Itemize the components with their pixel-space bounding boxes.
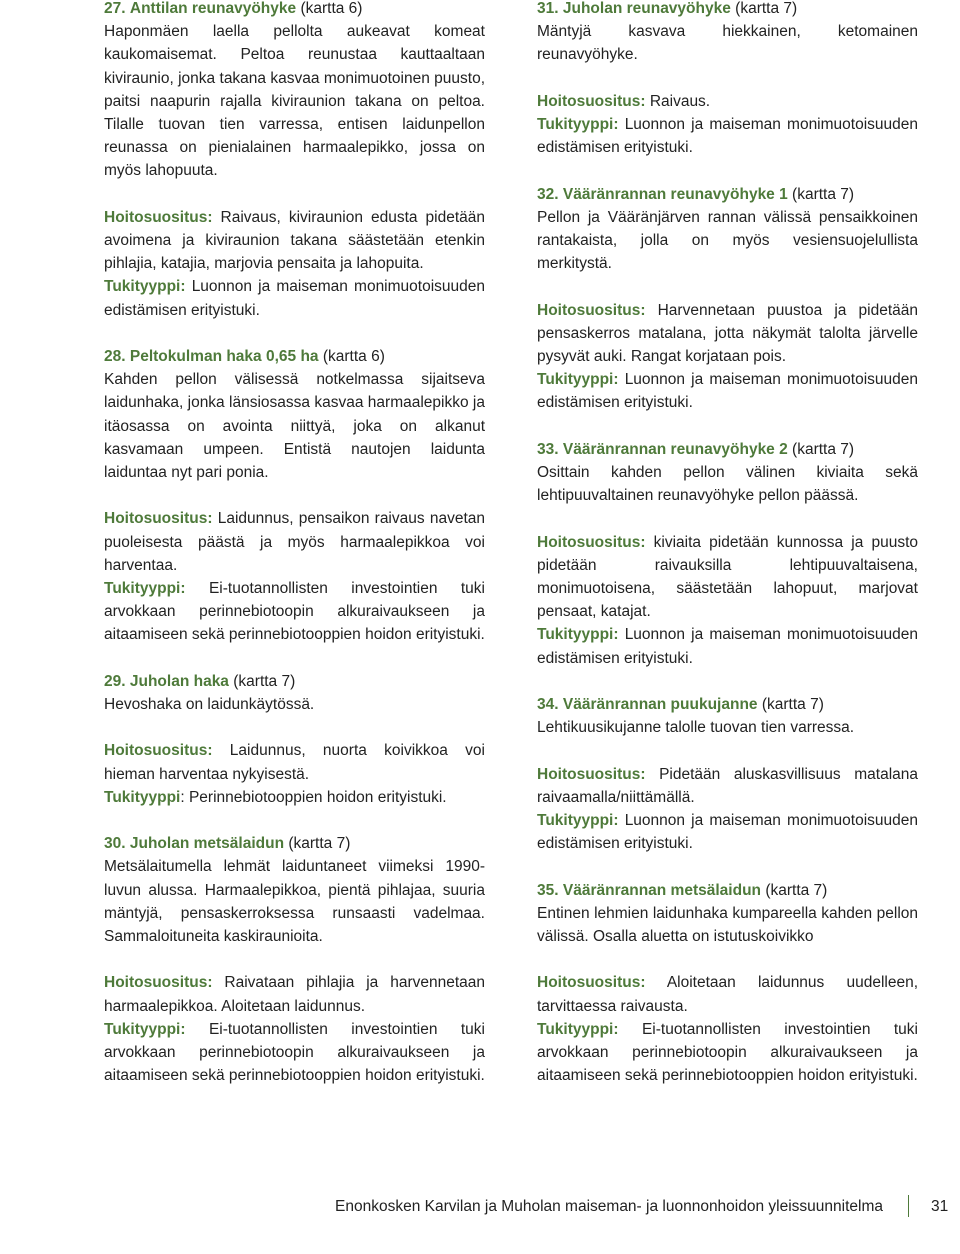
site-number: 33.: [537, 440, 559, 458]
map-reference: (kartta 6): [322, 348, 385, 366]
recommendation-label: Hoitosuositus:: [537, 301, 646, 319]
recommendation-label: Hoitosuositus:: [537, 974, 646, 992]
site-management-33: [537, 531, 918, 670]
recommendation-label: Hoitosuositus:: [537, 765, 646, 783]
site-name: Vääränrannan reunavyöhyke 1: [562, 185, 788, 203]
recommendation-text: Laidunnus, nuorta koivikkoa voi hieman harventaa nykyisestä.: [104, 742, 485, 783]
recommendation-text: Laidunnus, pensaikon raivaus navetan puoleisesta päästä ja myös harmaalepikkoa voi harventaa.: [104, 510, 485, 574]
site-entry-29: [104, 670, 485, 716]
support-type-text: : Perinnebiotooppien hoidon erityistuki.: [180, 788, 447, 806]
site-description: Metsälaitumella lehmät laiduntaneet viimeksi 1990-luvun alussa. Harmaalepikkoa, pientä pihlajaa, suuria mäntyjä, pensaskerroksessa runsaasti vadelmaa. Sammaloituneita kaskiraunioita.: [104, 858, 485, 946]
site-entry-35: [537, 879, 918, 949]
map-reference: (kartta 7): [735, 0, 798, 17]
site-entry-27: [104, 0, 485, 183]
footer-separator: [908, 1195, 909, 1217]
site-management-29: [104, 739, 485, 809]
site-entry-34: [537, 693, 918, 739]
site-number: 31.: [537, 0, 559, 17]
site-name: Juholan metsälaidun: [129, 835, 285, 853]
site-management-32: [537, 299, 918, 415]
support-type-text: Luonnon ja maiseman monimuotoisuuden edistämisen erityistuki.: [537, 371, 919, 412]
map-reference: (kartta 7): [792, 185, 855, 203]
map-reference: (kartta 6): [300, 0, 363, 17]
support-type-text: Ei-tuotannollisten investointien tuki arvokkaan perinnebiotoopin alkuraivaukseen ja aitaamiseen sekä perinnebiotooppien hoidon erityistuki.: [104, 1020, 485, 1085]
recommendation-label: Hoitosuositus:: [104, 974, 213, 992]
site-management-30: [104, 971, 485, 1087]
left-column: [104, 0, 485, 1111]
site-management-31: [537, 90, 918, 160]
recommendation-label: Hoitosuositus:: [537, 92, 646, 110]
site-management-28: [104, 507, 485, 646]
site-name: Anttilan reunavyöhyke: [129, 0, 297, 17]
site-description: Osittain kahden pellon välinen kiviaita sekä lehtipuuvaltainen reunavyöhyke pellon päässä.: [537, 464, 918, 505]
recommendation-text: Harvennetaan puustoa ja pidetään pensaskerros matalana, jotta näkymät talolta järvelle pysyvät auki. Rangat korjataan pois.: [537, 301, 918, 365]
page-footer: [0, 1195, 960, 1219]
support-type-label: Tukityyppi:: [104, 1020, 186, 1038]
map-reference: (kartta 7): [765, 881, 828, 899]
right-column: [537, 0, 918, 1111]
support-type-label: Tukityyppi:: [104, 278, 186, 296]
support-type-text: Luonnon ja maiseman monimuotoisuuden edistämisen erityistuki.: [104, 278, 486, 319]
recommendation-label: Hoitosuositus:: [104, 208, 213, 226]
support-type-label: Tukityyppi:: [537, 371, 619, 389]
support-type-text: Luonnon ja maiseman monimuotoisuuden edistämisen erityistuki.: [537, 812, 919, 853]
recommendation-label: Hoitosuositus:: [104, 742, 213, 760]
site-management-34: [537, 763, 918, 856]
site-number: 29.: [104, 672, 126, 690]
support-type-label: Tukityyppi:: [537, 812, 619, 829]
site-entry-30: [104, 832, 485, 948]
site-number: 35.: [537, 881, 559, 899]
site-name: Peltokulman haka 0,65 ha: [129, 348, 319, 366]
site-number: 27.: [104, 0, 126, 17]
map-reference: (kartta 7): [792, 440, 855, 458]
support-type-label: Tukityyppi:: [104, 580, 186, 598]
site-name: Vääränrannan metsälaidun: [562, 881, 761, 899]
recommendation-label: Hoitosuositus:: [537, 533, 646, 551]
site-description: Entinen lehmien laidunhaka kumpareella kahden pellon välissä. Osalla aluetta on istutuskoivikko: [537, 904, 918, 945]
site-entry-32: [537, 183, 918, 276]
recommendation-text: Raivaus.: [649, 92, 711, 110]
recommendation-text: Raivataan pihlajia ja harvennetaan harmaalepikkoa. Aloitetaan laidunnus.: [104, 974, 485, 1015]
recommendation-text: Pidetään aluskasvillisuus matalana raivaamalla/niittämällä.: [537, 765, 918, 806]
support-type-text: Luonnon ja maiseman monimuotoisuuden edistämisen erityistuki.: [537, 626, 919, 667]
site-management-27: [104, 206, 485, 322]
site-name: Vääränrannan reunavyöhyke 2: [562, 440, 788, 458]
support-type-label: Tukityyppi: [104, 788, 181, 806]
recommendation-text: kiviaita pidetään kunnossa ja puusto pidetään raivauksilla lehtipuuvaltaisena, monimuotoisena, säästetään lahopuut, marjovat pensaat, katajat.: [537, 533, 918, 621]
support-type-text: Luonnon ja maiseman monimuotoisuuden edistämisen erityistuki.: [537, 116, 919, 157]
site-name: Juholan haka: [129, 672, 229, 690]
recommendation-label: Hoitosuositus:: [104, 510, 213, 528]
site-description: Lehtikuusikujanne talolle tuovan tien varressa.: [537, 719, 855, 737]
site-description: Hevoshaka on laidunkäytössä.: [104, 696, 315, 714]
recommendation-text: Aloitetaan laidunnus uudelleen, tarvittaessa raivausta.: [537, 974, 919, 1015]
site-name: Juholan reunavyöhyke: [562, 0, 731, 17]
site-number: 28.: [104, 348, 126, 366]
support-type-label: Tukityyppi:: [537, 116, 619, 133]
site-number: 32.: [537, 185, 559, 203]
site-name: Vääränrannan puukujanne: [562, 696, 758, 713]
site-description: Mäntyjä kasvava hiekkainen, ketomainen reunavyöhyke.: [537, 23, 918, 64]
site-number: 34.: [537, 696, 559, 713]
recommendation-text: Raivaus, kiviraunion edusta pidetään avoimena ja kiviraunion takana säästetään etenkin pihlajia, katajia, marjovia pensaita ja lahopuita.: [104, 208, 486, 273]
site-entry-28: [104, 345, 485, 484]
site-description: Kahden pellon välisessä notkelmassa sijaitseva laidunhaka, jonka länsiosassa kasvaa harmaalepikko ja itäosassa on avointa niittyä, joka on alkanut kasvamaan umpeen. Entistä nautojen laidunta laiduntaa nyt pari ponia.: [104, 371, 485, 482]
site-entry-31: [537, 0, 918, 67]
site-description: Pellon ja Vääränjärven rannan välissä pensaikkoinen rantakaista, jolla on myös vesiensuojelullista merkitystä.: [537, 208, 918, 273]
support-type-text: Ei-tuotannollisten investointien tuki arvokkaan perinnebiotoopin alkuraivaukseen ja aitaamiseen sekä perinnebiotooppien hoidon erityistuki.: [104, 580, 485, 644]
map-reference: (kartta 7): [233, 672, 296, 690]
support-type-label: Tukityyppi:: [537, 1020, 619, 1038]
map-reference: (kartta 7): [761, 696, 824, 713]
site-management-35: [537, 971, 918, 1087]
site-number: 30.: [104, 835, 126, 853]
site-entry-33: [537, 438, 918, 508]
footer-page-number: 31: [931, 1198, 949, 1215]
support-type-label: Tukityyppi:: [537, 626, 619, 644]
site-description: Haponmäen laella pellolta aukeavat komeat kaukomaisemat. Peltoa reunustaa kauttaaltaan kiviraunio, jonka takana kasvaa monimuotoinen puusto, paitsi naapurin rajalla kiviraunion takana on peltoa. Tilalle tuovan tien varressa, entisen laidunpellon reunassa on pienialainen harmaalepikko, jossa on myös lahopuuta.: [104, 23, 485, 180]
footer-document-title: Enonkosken Karvilan ja Muholan maiseman- ja luonnonhoidon yleissuunnitelma: [335, 1198, 883, 1215]
map-reference: (kartta 7): [288, 835, 351, 853]
support-type-text: Ei-tuotannollisten investointien tuki arvokkaan perinnebiotoopin alkuraivaukseen ja aitaamiseen sekä perinnebiotooppien hoidon erityistuki.: [537, 1020, 918, 1085]
